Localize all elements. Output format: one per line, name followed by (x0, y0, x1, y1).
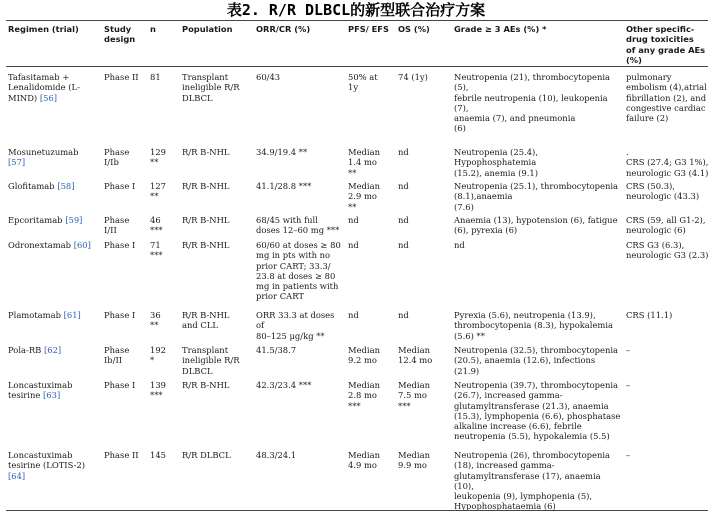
row-6-aes: Pyrexia (5.6), neutropenia (13.9), thrombocytopenia (8.3), hypokalemia (5.6) ** (454, 310, 614, 341)
row-5-n: 71 *** (150, 240, 163, 261)
reference-link[interactable]: [64] (8, 470, 26, 481)
regimen-name: Plamotamab (8, 310, 61, 320)
regimen-name: Odronextamab (8, 240, 72, 250)
row-1-aes: Neutropenia (21), thrombocytopenia (5), febrile neutropenia (10), leukopenia (7), anaemia (7), and pneumonia (6) (454, 72, 611, 134)
row-6-os: nd (398, 310, 409, 320)
row-5-aes: nd (454, 240, 465, 250)
row-4-aes: Anaemia (13), hypotension (6), fatigue (6), pyrexia (6) (454, 215, 618, 236)
row-1-os: 74 (1y) (398, 72, 428, 82)
row-9-os: Median 9.9 mo (398, 450, 430, 471)
row-6-population: R/R B-NHL and CLL (182, 310, 230, 331)
row-1-orr: 60/43 (256, 72, 281, 82)
row-2-aes: Neutropenia (25.4), Hypophosphatemia (15.2), anemia (9.1) (454, 147, 538, 178)
header-regimen: Regimen (trial) (8, 24, 79, 34)
row-6-orr: ORR 33.3 at doses of 80–125 μg/kg ** (256, 310, 335, 341)
row-3-population: R/R B-NHL (182, 181, 230, 191)
row-3-os: nd (398, 181, 409, 191)
top-rule (6, 20, 708, 21)
row-9-regimen (8, 450, 98, 481)
row-3-design: Phase I (104, 181, 136, 191)
row-8-aes: Neutropenia (39.7), thrombocytopenia (26.7), increased gamma- glutamyltransferase (21.3), anaemia (15.3), lymphopenia (6.6), phosphatase alkaline increase (6.6), febrile neutropenia (5.5), hypokalemia (5.5) (454, 380, 621, 442)
row-8-orr: 42.3/23.4 *** (256, 380, 312, 390)
row-9-n: 145 (150, 450, 166, 460)
row-4-os: nd (398, 215, 409, 225)
reference-link[interactable]: [58] (57, 181, 75, 191)
row-8-regimen (8, 380, 98, 401)
reference-link[interactable]: [62] (43, 345, 62, 355)
row-7-regimen (8, 345, 98, 355)
row-4-population: R/R B-NHL (182, 215, 230, 225)
row-3-pfs: Median 2.9 mo ** (348, 181, 380, 212)
row-9-design: Phase II (104, 450, 139, 460)
row-2-orr: 34.9/19.4 ** (256, 147, 308, 157)
regimen-name: Epcoritamab (8, 215, 63, 225)
table-title: 表2. R/R DLBCL的新型联合治疗方案 (226, 1, 486, 19)
reference-link[interactable]: [56] (39, 92, 58, 103)
header-study-design: Study design (104, 24, 136, 45)
row-2-other: . CRS (27.4; G3 1%), neurologic G3 (4.1) (626, 147, 709, 178)
row-2-os: nd (398, 147, 409, 157)
row-1-population: Transplant ineligible R/R DLBCL (182, 72, 240, 103)
header-pfs-efs: PFS/ EFS (348, 24, 389, 34)
row-7-pfs: Median 9.2 mo (348, 345, 380, 366)
row-8-population: R/R B-NHL (182, 380, 230, 390)
row-9-aes: Neutropenia (26), thrombocytopenia (18), increased gamma- glutamyltransferase (17), anaemia (10), leukopenia (9), lymphopenia (5), Hypophosphataemia (6) (454, 450, 611, 512)
row-4-regimen (8, 215, 98, 225)
row-6-regimen (8, 310, 98, 320)
row-5-regimen (8, 240, 98, 250)
regimen-name: Loncastuximab tesirine (8, 380, 73, 401)
reference-link[interactable]: [63] (43, 390, 61, 401)
row-3-orr: 41.1/28.8 *** (256, 181, 312, 191)
regimen-name: Tafasitamab + Lenalidomide (L- MIND) (8, 72, 80, 103)
header-os: OS (%) (398, 24, 430, 34)
row-2-design: Phase I/Ib (104, 147, 130, 168)
regimen-name: Glofitamab (8, 181, 55, 191)
row-1-regimen (8, 72, 98, 103)
row-8-pfs: Median 2.8 mo *** (348, 380, 380, 411)
header-grade3-aes: Grade ≥ 3 AEs (%) * (454, 24, 547, 34)
reference-link[interactable]: [57] (8, 157, 26, 168)
row-1-design: Phase II (104, 72, 139, 82)
row-9-population: R/R DLBCL (182, 450, 231, 460)
row-2-population: R/R B-NHL (182, 147, 230, 157)
row-7-os: Median 12.4 mo (398, 345, 433, 366)
row-9-orr: 48.3/24.1 (256, 450, 297, 460)
row-4-design: Phase I/II (104, 215, 130, 236)
row-6-other: CRS (11.1) (626, 310, 673, 320)
header-rule (6, 66, 708, 67)
row-5-design: Phase I (104, 240, 136, 250)
bottom-rule (6, 510, 708, 511)
row-7-population: Transplant ineligible R/R DLBCL (182, 345, 240, 376)
row-8-other: – (626, 380, 631, 390)
row-7-aes: Neutropenia (32.5), thrombocytopenia (20.5), anaemia (12.6), infections (21.9) (454, 345, 619, 376)
row-5-population: R/R B-NHL (182, 240, 230, 250)
row-5-pfs: nd (348, 240, 359, 250)
reference-link[interactable]: [60] (73, 240, 91, 250)
header-n: n (150, 24, 156, 34)
row-5-other: CRS G3 (6.3), neurologic G3 (2.3) (626, 240, 709, 261)
row-8-design: Phase I (104, 380, 136, 390)
row-4-n: 46 *** (150, 215, 163, 236)
row-7-other: – (626, 345, 631, 355)
row-1-pfs: 50% at 1y (348, 72, 378, 93)
header-orr-cr: ORR/CR (%) (256, 24, 311, 34)
row-4-orr: 68/45 with full doses 12–60 mg *** (256, 215, 340, 236)
row-7-design: Phase Ib/II (104, 345, 130, 366)
row-6-n: 36 ** (150, 310, 161, 331)
row-5-os: nd (398, 240, 409, 250)
header-other-toxicities: Other specific- drug toxicities of any grade AEs (%) (626, 24, 706, 65)
header-population: Population (182, 24, 233, 34)
row-5-orr: 60/60 at doses ≥ 80 mg in pts with no prior CART; 33.3/ 23.8 at doses ≥ 80 mg in patients with prior CART (256, 240, 341, 302)
row-8-n: 139 *** (150, 380, 166, 401)
row-7-n: 192 * (150, 345, 166, 366)
row-2-regimen (8, 147, 98, 168)
regimen-name: Loncastuximab tesirine (LOTIS-2) (8, 450, 86, 471)
reference-link[interactable]: [59] (65, 215, 83, 225)
row-1-other: pulmonary embolism (4),atrial fibrillation (2), and congestive cardiac failure (2) (626, 72, 707, 124)
reference-link[interactable]: [61] (63, 310, 81, 320)
row-3-aes: Neutropenia (25.1), thrombocytopenia (8.1),anaemia (7.6) (454, 181, 619, 212)
row-1-n: 81 (150, 72, 161, 82)
row-6-design: Phase I (104, 310, 136, 320)
row-8-os: Median 7.5 mo *** (398, 380, 430, 411)
row-9-other: – (626, 450, 631, 460)
row-6-pfs: nd (348, 310, 359, 320)
row-9-pfs: Median 4.9 mo (348, 450, 380, 471)
row-3-n: 127 ** (150, 181, 166, 202)
regimen-name: Pola-RB (8, 345, 42, 355)
row-2-pfs: Median 1.4 mo ** (348, 147, 380, 178)
row-4-other: CRS (59, all G1-2), neurologic (6) (626, 215, 706, 236)
row-7-orr: 41.5/38.7 (256, 345, 297, 355)
row-2-n: 129 ** (150, 147, 166, 168)
regimen-name: Mosunetuzumab (8, 147, 79, 157)
row-4-pfs: nd (348, 215, 359, 225)
row-3-regimen (8, 181, 98, 191)
row-3-other: CRS (50.3), neurologic (43.3) (626, 181, 700, 202)
